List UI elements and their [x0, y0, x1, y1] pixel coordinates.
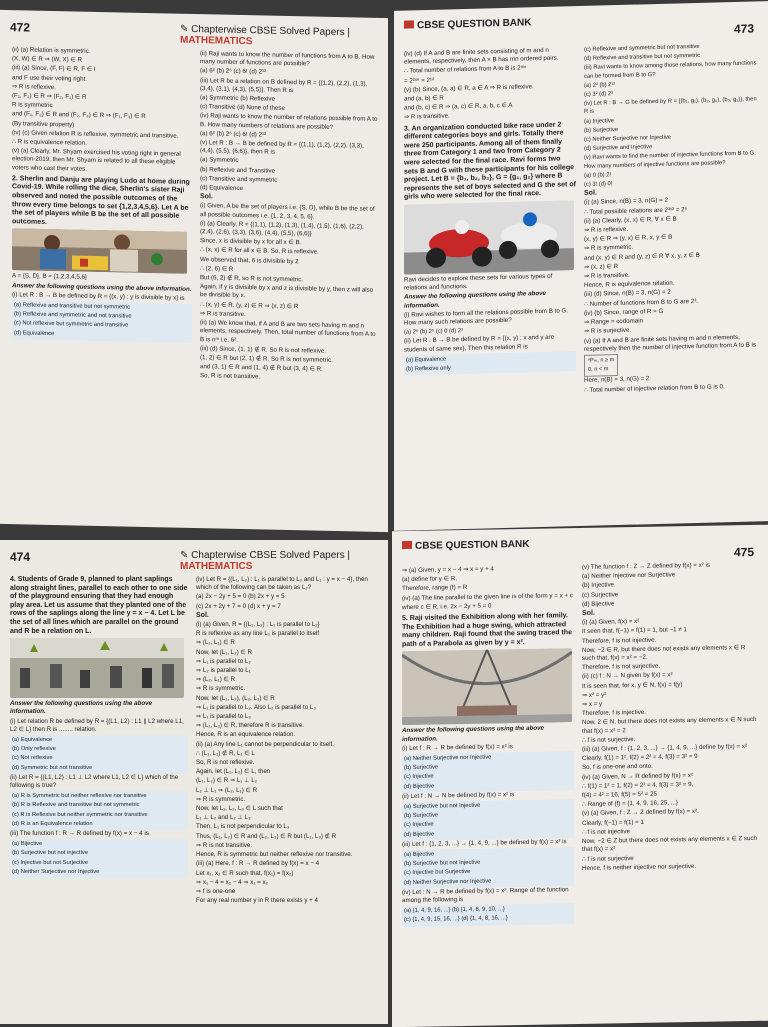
question-5-iv: (iv) Let : N → R be defined by f(x) = x². Range of the function among the following is	[402, 886, 569, 905]
question-bank-title: CBSE QUESTION BANK	[404, 17, 531, 31]
text-line: ⇒ R is symmetric.	[196, 685, 246, 693]
text-line: R is symmetric	[12, 101, 53, 110]
answers-list	[404, 46, 576, 122]
text-line: ∴ f is not surjective	[582, 854, 634, 863]
text-line: (c) Neither Surjective nor Injective	[584, 134, 671, 143]
page-number: 473	[733, 21, 754, 36]
text-line: ⇒ Range = codomain	[584, 317, 644, 327]
text-line: and (b, c) ∈ R ⇒ (a, c) ∈ R, a, b, c ∈ A	[404, 102, 513, 112]
q5-iv-options	[402, 903, 574, 926]
text-line: (ii) (a) Any line L₁ cannot be perpendicular to itself.	[196, 740, 334, 748]
text-line: ∴ f is not injective	[582, 828, 630, 836]
text-line: So, R is not transitive.	[200, 372, 261, 381]
page-475	[392, 525, 768, 1027]
text-line: (x, y) ∈ R ⇒ (y, x) ∈ R, x, y ∈ B	[584, 233, 673, 244]
text-line: (a) 2x − 2y + 5 = 0 (b) 2x + y = 5	[196, 593, 285, 601]
text-line: and (3, 1) ∈ R and (1, 4) ∉ R but (3, 4) ∈ R.	[200, 363, 323, 373]
text-line: (a) Reflexive and transitive but not symmetric	[14, 302, 130, 311]
text-line: Therefore, f is not injective.	[582, 636, 657, 645]
text-line: Since, x is divisible by x for all x ∈ B.	[200, 237, 302, 247]
page-number: 472	[10, 20, 31, 35]
text-line: (a) define for y ∈ R,	[402, 575, 457, 584]
text-line: ∴ Total possible relations are 2³ˣ² = 2⁶	[584, 205, 688, 216]
text-line: Thus, (L₁, L₂) ∈ R and (L₂, L₃) ∈ R but (L₁, L₃) ∉ R	[196, 832, 337, 840]
text-line: (v) Ravi wants to find the number of injective functions from B to G. How many numbers of injective functions are possible?	[584, 150, 756, 170]
text-line: ⇒ x² = y²	[582, 691, 607, 699]
text-line: (c) Injective	[404, 773, 434, 781]
text-line: (iii) (a) Given, f : {1, 2, 3, ...} → {1, 4, 9, ...} define by f(x) = x²	[582, 743, 747, 754]
text-line: (c) Not reflexive but symmetric and transitive	[14, 320, 129, 330]
text-line: (ii) Raji wants to know the number of functions from A to B. How many number of functions are possible?	[200, 50, 375, 68]
column-2	[584, 41, 760, 395]
text-line: Now, −2 ∈ Z but there does not exists any elements x ∈ Z such that f(x) = x²	[582, 835, 758, 854]
text-line: Hence, R is symmetric but neither reflexive nor transitive.	[196, 851, 353, 859]
book-brand: ✎ Chapterwise CBSE Solved Papers | MATHEMATICS	[180, 23, 350, 48]
question-4-iii: (iii) The function f : R → R defined by f(x) = x − 4 is	[10, 830, 149, 837]
text-line: ∴ Range of (f) = {1, 4, 9, 16, 25, ...}	[582, 799, 678, 809]
column-2	[200, 50, 378, 385]
text-line: ∴ Number of functions from B to G are 2³.	[584, 297, 698, 308]
question-3-ii: (ii) Let R : B → B be defined by R = {(x, y) : x and y are students of same sex}, Then this relation R is	[404, 334, 555, 354]
text-line: (X, W) ∈ R ⇒ (W, X) ∈ R	[12, 55, 82, 64]
text-line: (iii) Let R be a relation on B defined by R = {(1,2), (2,2), (1,3), (3,4), (3,1), (4,3), (5,5)}. Then R is	[200, 76, 368, 94]
page-header	[402, 535, 758, 559]
text-line: (a) Neither Surjective nor Injective	[404, 754, 492, 763]
text-line: (d) Reflexive and transitive but not symmetric	[584, 53, 700, 63]
text-line: ⇒ R is surjective.	[584, 326, 632, 336]
text-line: (i) (a) Clearly, R = {(1,1), (1,2), (1,3), (1,4), (1,5), (1,6), (2,2), (2,4), (2,6), (3,3), (3,6), (4,4), (5,5), (6,6)}	[200, 219, 364, 238]
text-line: (a) Symmetric	[200, 156, 239, 165]
q3-i-options: (a) 2⁶ (b) 2⁵ (c) 0 (d) 2³	[404, 328, 463, 336]
text-line: (c) R is Reflexive but neither symmetric nor transitive	[12, 811, 148, 818]
text-line: (c) Injective but not Surjective	[12, 859, 89, 866]
text-line: (i) (a) Given, R = {(L₁, L₂) : L₁ is parallel to L₂}	[196, 621, 320, 629]
column-1	[12, 46, 192, 343]
bike-race-photo	[404, 200, 574, 274]
solution-body	[196, 621, 380, 905]
text-line: ⁿPₘ, n ≥ m	[588, 357, 615, 364]
ludo-photo	[12, 229, 187, 275]
text-line: (iii) Ravi wants to know among those relations, how many functions can be formed from B to G?	[584, 60, 757, 80]
text-line: (b) R is Reflexive and transitive but not symmetric	[12, 802, 140, 809]
text-line: (c) Surjective	[582, 590, 619, 599]
q2-subquestions	[200, 50, 378, 196]
text-line: Clearly, f(1) = 1², f(2) = 2² = 4, f(3) = 3² = 9	[582, 753, 698, 763]
text-line: ∴ Total number of relations from A to B is 2ᵐⁿ	[404, 64, 527, 76]
question-4: 4. Students of Grade 9, planned to plant saplings along straight lines, parallel to each other to one side of the playground ensuring that they had enough play area. Let us assume that they planted one of the rows of the saplings along the line y = x − 4. Let L be the set of all lines which are parallel on the ground and R be a relation on L.	[10, 576, 188, 635]
text-line: (b) Reflexive and symmetric and not transitive	[14, 311, 132, 320]
page-number: 475	[733, 544, 754, 560]
text-line: Again, let (L₁, L₂) ∈ L, then	[196, 768, 271, 776]
text-line: (iii) (a) Here, f : R → R defined by f(x) = x − 4	[196, 860, 320, 868]
text-line: (d) Bijective	[582, 600, 615, 608]
text-line: ⇒ x = y	[582, 700, 603, 709]
text-line: L₁ ⊥ L₂ and L₂ ⊥ L₃	[196, 814, 251, 822]
text-line: ⇒ L₁ is parallel to L₃	[196, 713, 251, 721]
text-line: Clearly, f(−1) = f(1) = 1	[582, 818, 644, 827]
text-line: (ii) (c) f : N → N given by f(x) = x²	[582, 671, 673, 681]
text-line: (a) 6² (b) 2⁶ (c) 6! (d) 2¹²	[200, 129, 267, 139]
answers-q1-list	[12, 46, 192, 176]
text-line: ⇒ R is not transitive.	[196, 841, 253, 849]
text-line: (b) Surjective	[404, 764, 439, 772]
text-line: (a) Equivalence	[12, 736, 53, 743]
text-line: ∴ (x, y) ∈ R, (y, z) ∈ R ⇒ (x, z) ∈ R	[200, 300, 299, 310]
text-line: Now, let L₁, L₂, L₃ ∈ L such that	[196, 805, 283, 813]
text-line: and (x, y) ∈ R and (y, z) ∈ R ∀ x, y, z ∈ B	[584, 251, 700, 262]
text-line: (a) Injective	[584, 117, 614, 125]
text-line: Here, n(B) = 3, n(G) = 2	[584, 375, 650, 385]
text-line: (v) The function f : Z → Z defined by f(x) = x² is	[582, 561, 710, 571]
text-line: and (a, b) ∈ R	[404, 94, 444, 103]
text-line: Now, −2 ∈ R, but there does not exists any elements x ∈ R such that, f(x) = x² = −2.	[582, 643, 746, 662]
text-line: (b) Surjective	[404, 812, 439, 820]
question-3: 3. An organization conducted bike race under 2 different categories boys and girls. Totally there were 250 participants. Among all of them finally three from Category 1 and two from Category 2 were selected for the final race. Ravi forms two sets B and G with these participants for his college project. Let B = {b₁, b₂, b₃}, G = {g₁, g₂} where B represents the set of boys selected and G the set of girls who were selected for the final race.	[404, 121, 576, 202]
text-line: (d) Neither Surjective nor Injective	[404, 878, 492, 886]
text-line: (c) {1, 4, 9, 15, 16, ...} (d) {1, 4, 8, 16, ...}	[404, 915, 508, 924]
text-line: ⇒ R is reflexive.	[584, 225, 629, 234]
text-line: Therefore, f is injective.	[582, 709, 646, 718]
text-line: (c) Reflexive and symmetric but not transitive	[584, 43, 700, 53]
text-line: But (6, 2) ∉ R, so R is not symmetric.	[200, 274, 304, 284]
text-line: (F₁, F₂) ∈ R ⇒ (F₂, F₁) ∈ R	[12, 92, 87, 101]
question-5: 5. Raji visited the Exhibition along with her family. The Exhibition had a huge swing, which attracted many children. Raji found that the swing traced the path of a Parabola as given by y = x².	[402, 612, 572, 648]
text-line: (By transitive property)	[12, 119, 75, 129]
text-line: (d) Neither Surjective nor Injective	[12, 868, 100, 875]
text-line: (a) Neither Injective nor Surjective	[582, 571, 676, 581]
planting-photo	[10, 638, 184, 698]
text-line: (i) (a) Given, f(x) = x²	[582, 618, 640, 627]
text-line: ⇒ R is symmetric.	[584, 244, 634, 253]
answer-instructions: Answer the following questions using the above information.	[12, 281, 192, 293]
text-line: (a) {1, 4, 9, 16, ...} (b) {1, 4, 8, 9, 10, ...}	[404, 906, 505, 915]
text-line: f(4) = 4² = 16, f(5) = 5² = 25	[582, 790, 657, 800]
solution-body	[584, 195, 760, 354]
text-line: (a) Equivalence	[406, 356, 447, 364]
text-line: ⇒ f is one-one	[196, 887, 236, 895]
text-line: (v) (a) Given, f : Z → Z defined by f(x) = x².	[582, 808, 699, 818]
text-line: (i) Given, A be the set of players i.e. {S, D}, while B be the set of all possible outcomes i.e. {1, 2, 3, 4, 5, 6}.	[200, 202, 375, 221]
text-line: Then, L₁ is not perpendicular to L₃	[196, 823, 290, 831]
text-line: (iv) Let R = {(L₁, L₂) : L₁ is parallel to L₂ and L₁ : y = x − 4}, then which of the following can be taken as L₂?	[196, 576, 368, 592]
text-line: ∴ R is equivalence relation.	[12, 138, 87, 147]
page-header	[10, 550, 378, 572]
solution-end	[584, 373, 760, 395]
text-line: ⇒ (L₁, L₃) ∈ R, therefore R is transitive.	[196, 722, 305, 730]
text-line: ⇒ (x, z) ∈ R	[584, 262, 618, 271]
text-line: ⇒ L₁ is parallel to L₂. Also L₂ is parallel to L₃	[196, 703, 316, 711]
q3-ii-options	[404, 351, 576, 376]
text-line: ∴ f(1) = 1² = 1, f(2) = 2² = 4, f(3) = 3² = 9,	[582, 780, 694, 790]
text-line: ⇒ (a) Given, y = x − 4 ⇒ x = y + 4	[402, 565, 494, 575]
piecewise-table	[584, 354, 618, 377]
text-line: (iii) (d) Since, (1, 1) ∉ R. So R is not reflexive.	[200, 344, 327, 355]
q4-i-options	[10, 735, 188, 774]
column-1	[404, 46, 576, 376]
text-line: Let x₁, x₂ ∈ R such that, f(x₁) = f(x₂)	[196, 869, 294, 877]
text-line: (a) 0 (b) 2!	[584, 172, 612, 179]
column-1	[10, 576, 188, 878]
text-line: (c) 3² (d) 2³	[584, 91, 613, 98]
column-2	[196, 576, 380, 906]
text-line: (c) Injective but Surjective	[404, 869, 471, 877]
q4-iii-options	[10, 839, 188, 878]
question-3-i: (i) Ravi wishes to form all the relations possible from B to G. How many such relations are possible?	[404, 307, 569, 327]
page-472	[0, 10, 388, 532]
text-line: (a) Bijective	[404, 851, 435, 859]
text-line: (b) Only reflexive	[12, 746, 56, 753]
text-line: (iv) Let R : B → G be defined by R = {(b₁, g₁), (b₂, g₂), (b₃, g₁)}, then R is	[584, 96, 757, 116]
text-line: ∴ (L₁, L₁) ∉ R, L₁ ∈ L	[196, 749, 255, 757]
text-line: (c) Not reflexive	[12, 755, 53, 762]
text-line: (ii) (a) Relation is symmetric.	[12, 46, 91, 55]
text-line: For any real number y in R there exists y + 4	[196, 897, 318, 905]
text-line: ∴ f is not surjective.	[582, 735, 636, 744]
text-line: (c) 3! (d) 0!	[584, 181, 613, 188]
text-line: (iv) (a) Given, N → R defined by f(x) = x²	[582, 771, 693, 781]
text-line: Hence, f is neither injective nor surjective.	[582, 862, 697, 872]
text-line: Hence, R is equivalence relation.	[584, 279, 675, 290]
column-2	[582, 561, 760, 874]
text-line: Therefore, range (f) = R	[402, 584, 468, 593]
text-line: = 2²ˣ⁶ = 2¹²	[404, 76, 435, 85]
question-5-iii: (iii) Let f : {1, 2, 3, ...} → {1, 4, 9, ...} be defined by f(x) = x² is	[402, 838, 567, 848]
q5-iii-options	[402, 847, 574, 889]
text-line: It is seen that, for x, y ∈ N, f(x) = f(y)	[582, 680, 683, 690]
text-line: (b) Reflexive and Transitive	[200, 165, 275, 175]
text-line: Hence, R is an equivalence relation.	[196, 731, 296, 739]
text-line: ⇒ R is transitive.	[404, 112, 450, 122]
text-line: ∴ Total number of injective relation from B to G is 0.	[584, 382, 725, 394]
text-line: So, f is one-one and onto.	[582, 763, 653, 772]
text-line: (c) Transitive (d) None of these	[200, 103, 285, 113]
text-line: (v) (b) Since, (a, a) ∈ R, a ∈ A ⇒ R is reflexive.	[404, 83, 534, 94]
page-number: 474	[10, 550, 31, 564]
page-474	[0, 540, 388, 1024]
text-line: (v) (a) If A and B are finite sets having m and n elements, respectively then the number of injective function from A to B is	[584, 333, 756, 353]
text-line: (i) (a) Since, n(B) = 3, n(G) = 2	[584, 197, 668, 207]
text-line: (d) Bijective	[404, 783, 435, 790]
text-line: (d) Bijective	[404, 831, 435, 838]
page-header	[10, 20, 378, 46]
text-line: ⇒ (L₁, L₁) ∈ R	[196, 639, 235, 647]
text-line: (v) Let R : B → B be defined by R = {(1,1), (1,2), (2,2), (3,3), (4,4), (5,5), (6,6)}, then R is	[200, 139, 364, 156]
text-line: (d) Equivalence	[14, 329, 55, 337]
text-line: ∴ (2, 6) ∈ R	[200, 265, 234, 273]
text-line: (ii) (a) We know that, if A and B are two sets having m and n elements, respectively. Then, total number of functions from A to B is nᵐ i.e. 6².	[200, 319, 376, 344]
text-line: ⇒ R is symmetric.	[196, 795, 246, 803]
text-line: (1, 2) ∈ R but (2, 1) ∉ R. So R is not symmetric.	[200, 354, 333, 364]
text-line: ⇒ L₁ is parallel to L₂	[196, 657, 251, 665]
question-4-i: (i) Let relation R be defined by R = {(L1, L2) : L1 ∥ L2 where L1, L2 ∈ L} then R is ........ relation.	[10, 717, 184, 733]
text-line: It seen that, f(−1) = f(1) = 1, but −1 ≠ 1	[582, 626, 687, 636]
text-line: (d) Surjective and Injective	[584, 144, 653, 153]
answer-instructions: Answer the following questions using the above information.	[404, 290, 546, 310]
text-line: ∴ (x, x) ∈ R for all x ∈ B. So, R is reflexive.	[200, 246, 319, 257]
sets-definition: A = {S, D}, B = {1,2,3,4,5,6}	[12, 272, 87, 282]
text-line: Now, let (L₁, L₂), (L₂, L₃) ∈ R	[196, 694, 275, 702]
text-line: (a) Symmetric (b) Reflexive	[200, 94, 275, 103]
solution-body	[200, 203, 378, 385]
text-line: (b) Injective	[582, 581, 614, 590]
column-1	[402, 564, 574, 927]
question-5-ii: (ii) Let f : N → N be defined by f(x) = x² is	[402, 790, 515, 800]
book-brand: ✎ Chapterwise CBSE Solved Papers | MATHEMATICS	[180, 550, 350, 572]
text-line: where c ∈ R, i.e. 2x − 2y + 5 = 0	[402, 602, 492, 611]
text-line: R is reflexive as any line L₁ is parallel to itself	[196, 630, 320, 638]
text-line: (d) Equivalence	[200, 184, 243, 193]
text-line: L₂ ⊥ L₁ ⇒ (L₂, L₁) ∈ R	[196, 786, 258, 794]
solution-label: Sol.	[196, 611, 209, 619]
text-line: So, R is not reflexive.	[196, 759, 255, 767]
text-line: (a) 6² (b) 2⁶ (c) 6! (d) 2¹²	[200, 67, 267, 76]
q5-i-options	[402, 751, 574, 793]
text-line: (a) 2² (b) 2¹²	[584, 81, 616, 89]
swing-photo	[402, 649, 572, 726]
text-line: (c) 2x + 2y + 7 = 0 (d) x + y = 7	[196, 602, 281, 610]
question-4-ii: (ii) Let R = {(L1, L2) : L1 ⊥ L2 where L1, L2 ∈ L} which of the following is true?	[10, 773, 179, 789]
text-line: (c) Transitive and symmetric	[200, 174, 278, 184]
text-line: (a) Bijective	[12, 841, 43, 848]
question-2-i: (i) Let R : B → B be defined by R = {(x, y) : y is divisible by x} is	[12, 291, 185, 302]
edit-icon: ✎	[180, 23, 189, 35]
text-line: (d) R is an Equivalence relation	[12, 820, 93, 827]
answer-instructions: Answer the following questions using the above information.	[10, 700, 152, 716]
question-2: 2. Sherlin and Danju are playing Ludo at home during Covid-19. While rolling the dice, Sherlin's sister Raji observed and noted the possible outcomes of the throw every time belongs to set {1,2,3,4,5,6}. Let A be the set of players while B be the set of all possible outcomes.	[12, 175, 190, 226]
text-line: ⇒ (L₂, L₁) ∈ R	[196, 676, 236, 684]
text-line: (iii) (d) Since, n(B) = 3, n(G) = 2	[584, 289, 671, 299]
text-line: (ii) (a) Clearly, (x, x) ∈ R, ∀ x ∈ B	[584, 215, 677, 225]
q5-ii-options	[402, 799, 574, 841]
text-line: We observed that, 6 is divisible by 2	[200, 255, 299, 265]
q2-i-options	[12, 300, 192, 343]
text-line: ⇒ R is transitive.	[200, 310, 246, 318]
solution-label: Sol.	[200, 193, 213, 201]
question-bank-title: CBSE QUESTION BANK	[402, 539, 529, 552]
text-line: ⇒ R is transitive.	[584, 271, 630, 280]
q4-subquestions	[196, 576, 380, 611]
answers-list	[402, 564, 574, 612]
page-header	[404, 11, 758, 38]
text-line: Now, let (L₁, L₂) ∈ R	[196, 648, 252, 656]
text-line: (iv) Raji wants to know the number of relations possible from A to B. How many numbers of relations are possible?	[200, 112, 378, 131]
solution-body	[582, 616, 760, 873]
text-line: (a) Surjective but not Injective	[404, 802, 481, 811]
text-line: (c) Injective	[404, 821, 434, 829]
text-line: (iii) (a) Since, (F, F) ∈ R, F ∈ I	[12, 64, 96, 74]
edit-icon: ✎	[180, 550, 189, 561]
text-line: 0, n < m	[588, 366, 609, 373]
text-line: (b) Surjective but not Injective	[404, 859, 481, 868]
text-line: (iv) (c) Given relation R is reflexive, symmetric and transitive.	[12, 129, 179, 140]
text-line: Therefore, f is not surjective.	[582, 662, 661, 672]
text-line: ⇒ x₁ − 4 = x₂ − 4 ⇒ x₁ = x₂	[196, 878, 268, 886]
text-line: (v) (a) Clearly, Mr. Shyam exercised his voting right in general election-2019, then Mr. Shyam is related to all these eligible voters who cast their votes.	[12, 147, 181, 173]
text-line: (iv) (d) If A and B are finite sets consisting of m and n elements, respectively, then A × B has mn ordered pairs.	[404, 46, 559, 66]
text-line: Again, if y is divisible by x and z is divisible by y, then z will also be divisible by x.	[200, 283, 374, 300]
text-line: Now, 2 ∈ N, but there does not exists any elements x ∈ N such that f(x) = x² = 2	[582, 716, 757, 735]
text-line: and F use their voting right.	[12, 73, 87, 83]
text-line: (b) Surjective but not injective	[12, 850, 89, 857]
q4-ii-options	[10, 791, 188, 830]
text-line: ⇒ R is reflexive.	[12, 83, 57, 91]
text-line: and (F₁, F₂) ∈ R and (F₂, F₃) ∈ R ⇒ (F₁, F₃) ∈ R	[12, 110, 146, 121]
text-line: (b) Reflexive only	[406, 365, 451, 373]
text-line: ⇒ L₂ is parallel to L₁	[196, 667, 251, 675]
text-line: (a) R is Symmetric but neither reflexive nor transitive	[12, 793, 147, 800]
page-473	[394, 1, 768, 531]
text-line: (L₁, L₂) ∈ R ⇒ L₁ ⊥ L₂	[196, 777, 258, 785]
q5-v-question	[582, 561, 760, 609]
q3-subquestions	[584, 41, 760, 189]
question-3-text: Ravi decides to explore these sets for various types of relations and functions.	[404, 272, 553, 292]
answer-instructions: Answer the following questions using the above information.	[402, 725, 544, 743]
solution-label: Sol.	[584, 189, 597, 198]
question-5-i: (i) Let f : R → R be defined by f(x) = x² is	[402, 742, 513, 752]
solution-label: Sol.	[582, 609, 595, 617]
text-line: (d) Symmetric but not transitive	[12, 764, 93, 771]
text-line: (iv) (b) Since, range of R = G	[584, 307, 664, 317]
text-line: (b) Surjective	[584, 126, 619, 134]
text-line: (iv) (a) The line parallel to the given line is of the form y = x + c	[402, 591, 573, 602]
